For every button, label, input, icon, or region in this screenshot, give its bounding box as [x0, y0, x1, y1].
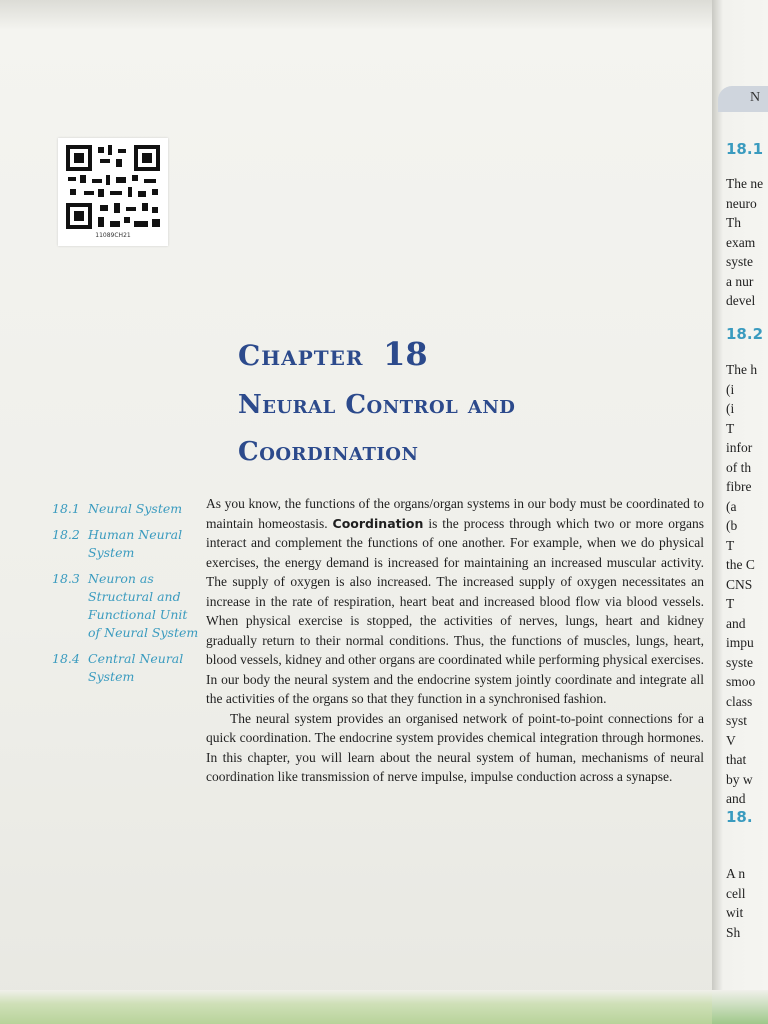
paragraph-text: is the process through which two or more organs interact and complement the functions of one another. For example, when we do physical exercises, the energy demand is increased for maintaining an increased muscular activity. The supply of oxygen is also increased. The increased supply of oxygen necessitates an increase in the rate of respiration, heart beat and increased blood flow via blood vessels. When physical exercise is stopped, the activities of nerves, lungs, heart and kidney gradually return to their normal conditions. Thus, the functions of muscles, lungs, heart, blood vessels, kidney and other organs are coordinated while performing physical exercises. In our body the neural system and the endocrine system jointly coordinate and integrate all the activities of the organs so that they function in a synchronised fashion.	[206, 515, 704, 706]
facing-page-line: exam	[726, 234, 756, 250]
facing-page-line: syst	[726, 713, 748, 728]
toc-item[interactable]	[52, 500, 202, 518]
facing-page-line: Sh	[726, 924, 741, 940]
facing-section-heading: 18.	[726, 808, 753, 826]
qr-code-label: 11089CH21	[95, 232, 131, 239]
chapter-heading	[238, 335, 428, 373]
facing-page-header-letter: N	[750, 90, 761, 105]
intro-paragraph-2: The neural system provides an organised network of point-to-point connections for a quick coordination. The endocrine system provides chemical integration through hormones. In this chapter, you will learn about the neural system of human, mechanisms of neural coordination like transmission of nerve impulse, impulse conduction across a synapse.	[206, 710, 704, 784]
qr-code-icon	[66, 145, 160, 229]
toc-number: 18.4	[52, 651, 80, 666]
intro-paragraph-1	[206, 494, 704, 709]
toc-number: 18.3	[52, 571, 80, 586]
toc-title: Neural System	[88, 501, 183, 516]
chapter-number: 18	[383, 335, 428, 373]
facing-page-line: The ne	[726, 176, 764, 191]
facing-page-line: of th	[726, 459, 752, 475]
facing-page-line: (a	[726, 498, 737, 514]
facing-page-header-tab	[718, 86, 768, 112]
toc-item[interactable]	[52, 650, 202, 686]
toc-item[interactable]	[52, 570, 202, 642]
chapter-contents	[52, 500, 202, 694]
facing-section-heading: 18.2	[726, 325, 764, 343]
page-top-shadow	[0, 0, 768, 30]
facing-page-edge	[712, 0, 768, 1024]
facing-page-line: infor	[726, 440, 753, 455]
facing-page-line: class	[726, 693, 753, 709]
facing-page-line: T	[726, 420, 735, 436]
facing-page-line: (i	[726, 401, 735, 416]
chapter-introduction	[206, 494, 704, 787]
facing-page-line: cell	[726, 885, 746, 901]
facing-page-line: syste	[726, 254, 753, 269]
toc-title: Central Neural System	[88, 651, 184, 684]
facing-page-line: The h	[726, 362, 758, 377]
facing-page-line: smoo	[726, 674, 756, 689]
facing-page-line: fibre	[726, 479, 752, 494]
facing-page-line: T	[726, 537, 735, 553]
facing-page-line: CNS	[726, 576, 753, 592]
toc-number: 18.2	[52, 527, 80, 542]
facing-page-line: the C	[726, 557, 755, 572]
paragraph-text: As you know, the functions of the organs/organ systems in our body must be coordinated to maintain homeostasis.	[206, 496, 704, 531]
toc-item[interactable]	[52, 526, 202, 562]
facing-page-line: a nur	[726, 273, 754, 289]
facing-page-bottom-border	[712, 990, 768, 1024]
toc-number: 18.1	[52, 501, 80, 516]
toc-title: Neuron as Structural and Functional Unit of Neural System	[88, 571, 199, 640]
facing-page-line: (i	[726, 381, 735, 397]
chapter-title-line2: Coordination	[238, 437, 419, 467]
page-bottom-border	[0, 990, 730, 1024]
facing-page-line: and	[726, 791, 746, 806]
facing-page-line: syste	[726, 654, 753, 670]
facing-section-heading: 18.1	[726, 140, 764, 158]
chapter-label: Chapter	[238, 339, 364, 372]
chapter-title-line1: Neural Control and	[238, 390, 516, 420]
facing-page-line: Th	[726, 215, 741, 230]
toc-title: Human Neural System	[88, 527, 183, 560]
facing-page-line: wit	[726, 905, 744, 920]
facing-page-line: impu	[726, 635, 754, 650]
key-term-coordination: Coordination	[332, 515, 424, 531]
facing-page-line: T	[726, 596, 735, 611]
facing-page-line: V	[726, 732, 736, 748]
qr-code[interactable]	[58, 138, 168, 246]
facing-page-line: devel	[726, 293, 756, 308]
facing-page-line: A n	[726, 866, 746, 881]
facing-page-line: neuro	[726, 195, 757, 211]
facing-page-line: by w	[726, 771, 753, 787]
facing-page-line: that	[726, 752, 747, 767]
facing-page-line: and	[726, 615, 746, 631]
facing-page-line: (b	[726, 518, 738, 533]
